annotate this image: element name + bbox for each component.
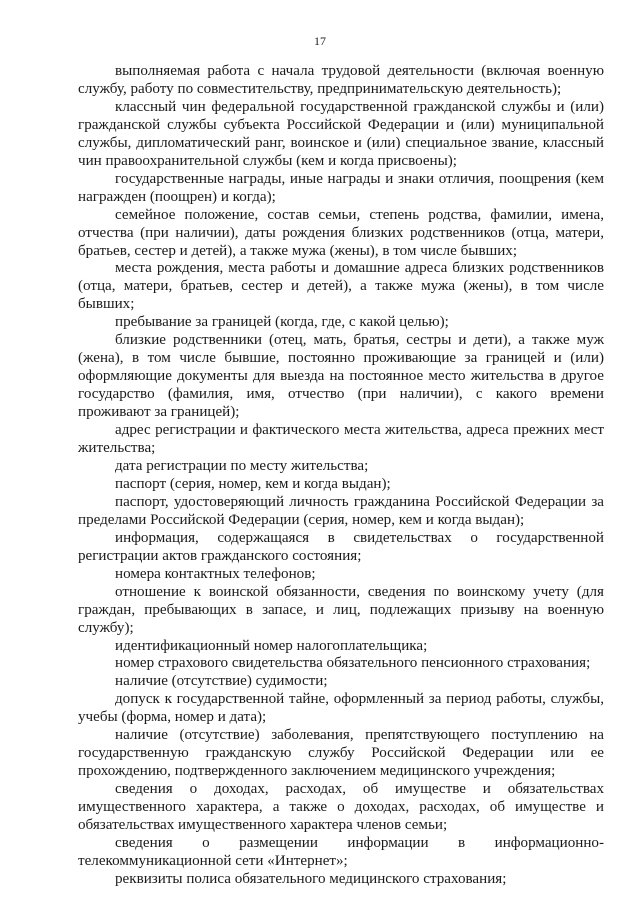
paragraph: паспорт (серия, номер, кем и когда выдан);: [115, 475, 391, 492]
paragraph: информация, содержащаяся в свидетельствах о государственной регистрации актов гражданского состояния;: [78, 529, 604, 564]
paragraph: реквизиты полиса обязательного медицинского страхования;: [115, 870, 507, 887]
paragraph: паспорт, удостоверяющий личность гражданина Российской Федерации за пределами Российской Федерации (серия, номер, кем и когда выдан);: [78, 493, 604, 528]
paragraph: пребывание за границей (когда, где, с какой целью);: [115, 314, 449, 331]
paragraph: наличие (отсутствие) заболевания, препятствующего поступлению на государственную гражданскую службу Российской Федерации или ее прохождению, подтвержденного заключением медицинского учреждения;: [78, 727, 604, 780]
paragraph: сведения о размещении информации в информационно-телекоммуникационной сети «Интернет»;: [78, 834, 604, 869]
paragraph: адрес регистрации и фактического места жительства, адреса прежних мест жительства;: [78, 422, 604, 457]
paragraph: дата регистрации по месту жительства;: [115, 457, 369, 474]
paragraph: государственные награды, иные награды и знаки отличия, поощрения (кем награжден (поощрен) и когда);: [78, 170, 604, 205]
paragraph: идентификационный номер налогоплательщика;: [115, 637, 428, 654]
paragraph: наличие (отсутствие) судимости;: [115, 673, 328, 690]
paragraph: классный чин федеральной государственной гражданской службы и (или) гражданской службы субъекта Российской Федерации и (или) муниципальной службы, дипломатический ранг, воинское и (или) специальное звание, классный чин правоохранительной службы (кем и когда присвоены);: [78, 98, 604, 169]
paragraph: близкие родственники (отец, мать, братья, сестры и дети), а также муж (жена), в том числе бывшие, постоянно проживающие за границей и (или) оформляющие документы для выезда на постоянное место жительства в другое государство (фамилия, имя, отчество (при наличии), с какого времени проживают за границей);: [78, 332, 604, 421]
page-number: 17: [314, 34, 326, 48]
paragraph: отношение к воинской обязанности, сведения по воинскому учету (для граждан, пребывающих в запасе, и лиц, подлежащих призыву на военную службу);: [78, 583, 604, 636]
paragraph: допуск к государственной тайне, оформленный за период работы, службы, учебы (форма, номер и дата);: [78, 691, 604, 726]
paragraph: семейное положение, состав семьи, степень родства, фамилии, имена, отчества (при наличии), даты рождения близких родственников (отца, матери, братьев, сестер и детей), а также мужа (жены), в том числе бывших;: [78, 206, 604, 259]
paragraph: сведения о доходах, расходах, об имуществе и обязательствах имущественного характера, а также о доходах, расходах, об имуществе и обязательствах имущественного характера членов семьи;: [78, 781, 604, 834]
paragraph: места рождения, места работы и домашние адреса близких родственников (отца, матери, братьев, сестер и детей), а также мужа (жены), в том числе бывших;: [78, 260, 604, 313]
paragraph: выполняемая работа с начала трудовой деятельности (включая военную службу, работу по совместительству, предпринимательскую деятельность);: [78, 63, 604, 97]
document-body: [78, 63, 604, 889]
paragraph: номер страхового свидетельства обязательного пенсионного страхования;: [115, 655, 591, 672]
paragraph: номера контактных телефонов;: [115, 565, 316, 582]
